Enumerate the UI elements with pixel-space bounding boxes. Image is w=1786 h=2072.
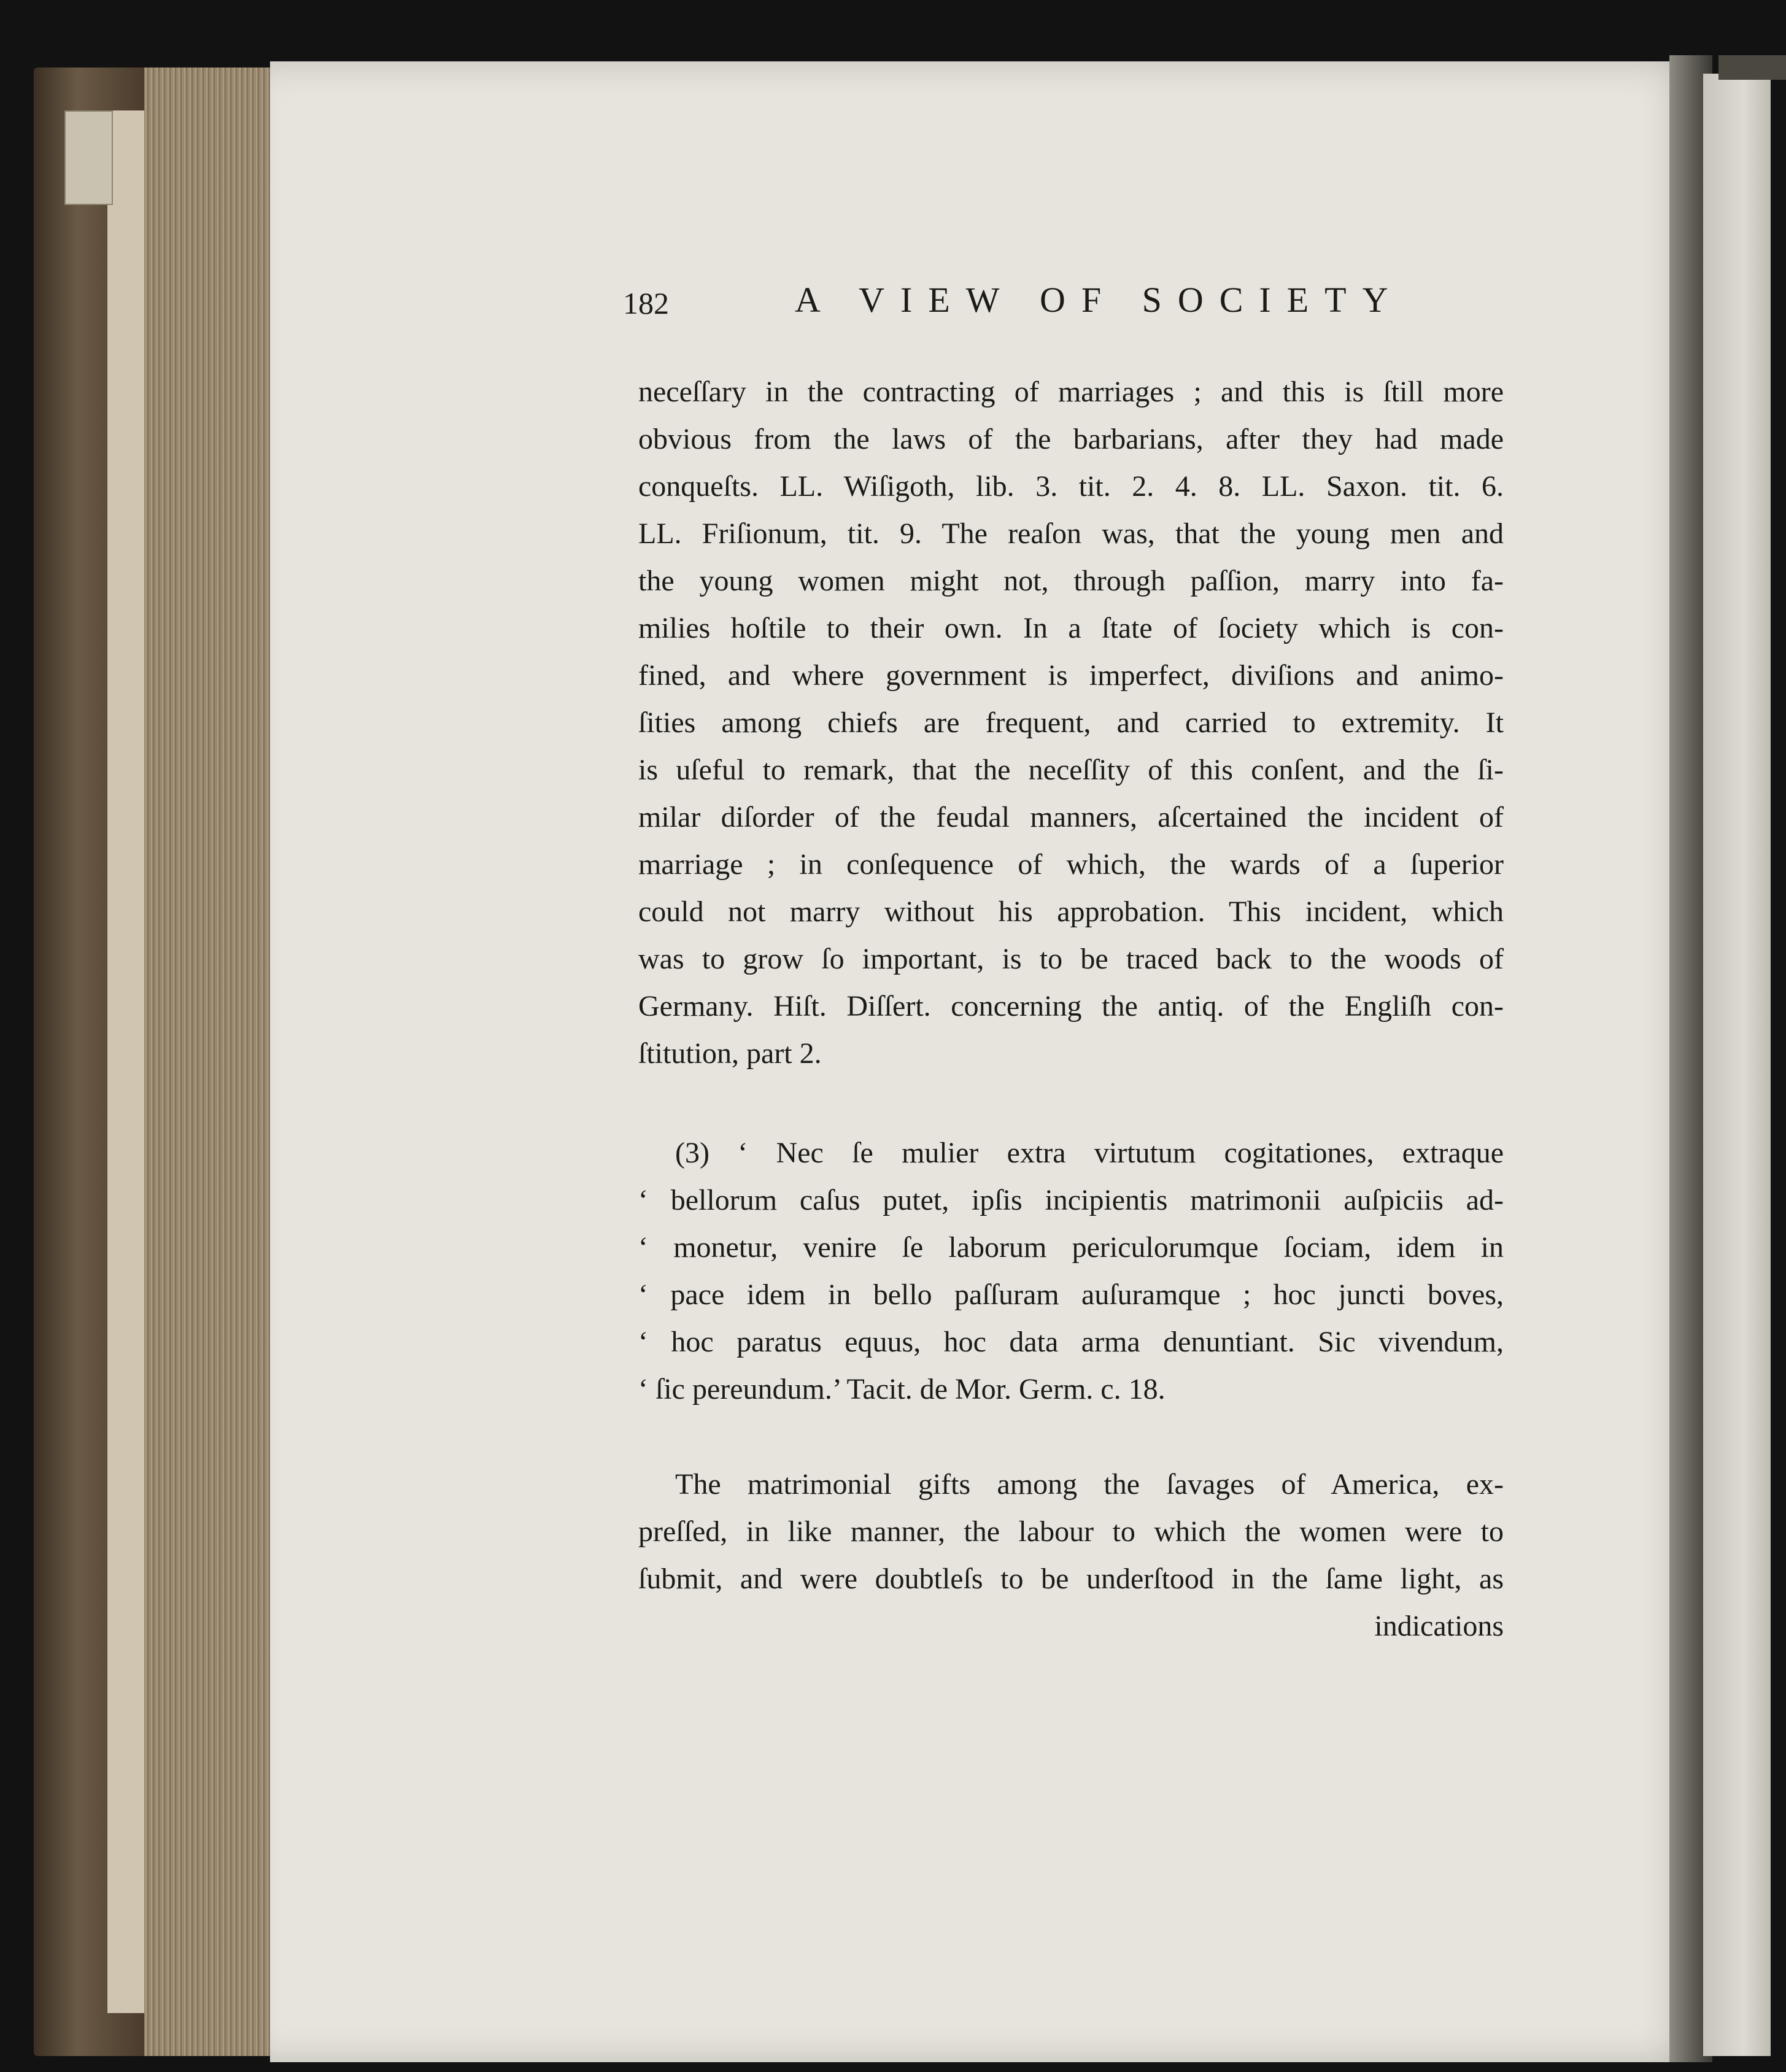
text-line: obvious from the laws of the barbarians, after they had made xyxy=(638,423,1504,455)
right-page-edge xyxy=(1703,74,1771,2056)
text-line: ſtitution, part 2. xyxy=(638,1037,822,1070)
page-header xyxy=(623,279,1415,328)
text-line: ‘ bellorum caſus putet, ipſis incipientis matrimonii auſpiciis ad- xyxy=(638,1184,1504,1216)
cover-label xyxy=(64,110,113,205)
text-line: was to grow ſo important, is to be traced back to the woods of xyxy=(638,943,1504,975)
text-line: conqueſts. LL. Wiſigoth, lib. 3. tit. 2. 4. 8. LL. Saxon. tit. 6. xyxy=(638,470,1504,503)
paragraph-1 xyxy=(638,368,1504,1077)
catchword: indications xyxy=(1374,1610,1504,1642)
text-line: milies hoſtile to their own. In a ſtate of ſociety which is con- xyxy=(638,612,1504,644)
text-line: fined, and where government is imperfect, diviſions and animo- xyxy=(638,659,1504,692)
running-title: A VIEW OF SOCIETY xyxy=(795,280,1404,320)
page-edges xyxy=(144,68,276,2056)
paragraph-2 xyxy=(638,1129,1504,1413)
text-line: ‘ hoc paratus equus, hoc data arma denuntiant. Sic vivendum, xyxy=(638,1326,1504,1358)
text-line: is uſeful to remark, that the neceſſity of this conſent, and the ſi- xyxy=(638,754,1504,786)
text-line: The matrimonial gifts among the ſavages of America, ex- xyxy=(675,1468,1504,1501)
page-number: 182 xyxy=(623,286,669,320)
text-line: the young women might not, through paſſion, marry into fa- xyxy=(638,565,1504,597)
text-line: preſſed, in like manner, the labour to which the women were to xyxy=(638,1515,1504,1548)
text-line: ‘ monetur, venire ſe laborum periculorumque ſociam, idem in xyxy=(638,1231,1504,1264)
text-line: ſubmit, and were doubtleſs to be underſtood in the ſame light, as xyxy=(638,1563,1504,1595)
text-line: ‘ pace idem in bello paſſuram auſuramque ; hoc juncti boves, xyxy=(638,1278,1504,1311)
text-line: could not marry without his approbation. This incident, which xyxy=(638,895,1504,928)
text-line: (3) ‘ Nec ſe mulier extra virtutum cogitationes, extraque xyxy=(675,1137,1504,1169)
text-line: Germany. Hiſt. Diſſert. concerning the antiq. of the Engliſh con- xyxy=(638,990,1504,1022)
text-line: LL. Friſionum, tit. 9. The reaſon was, that the young men and xyxy=(638,517,1504,550)
text-line: marriage ; in conſequence of which, the wards of a ſuperior xyxy=(638,848,1504,881)
right-page-top xyxy=(1718,55,1786,80)
text-line: milar diſorder of the feudal manners, aſcertained the incident of xyxy=(638,801,1504,833)
paragraph-3 xyxy=(638,1461,1504,1650)
text-line: neceſſary in the contracting of marriages ; and this is ſtill more xyxy=(638,376,1504,408)
endpaper xyxy=(107,110,144,2013)
text-line: ‘ ſic pereundum.’ Tacit. de Mor. Germ. c. 18. xyxy=(638,1373,1166,1405)
text-line: ſities among chiefs are frequent, and carried to extremity. It xyxy=(638,706,1504,739)
